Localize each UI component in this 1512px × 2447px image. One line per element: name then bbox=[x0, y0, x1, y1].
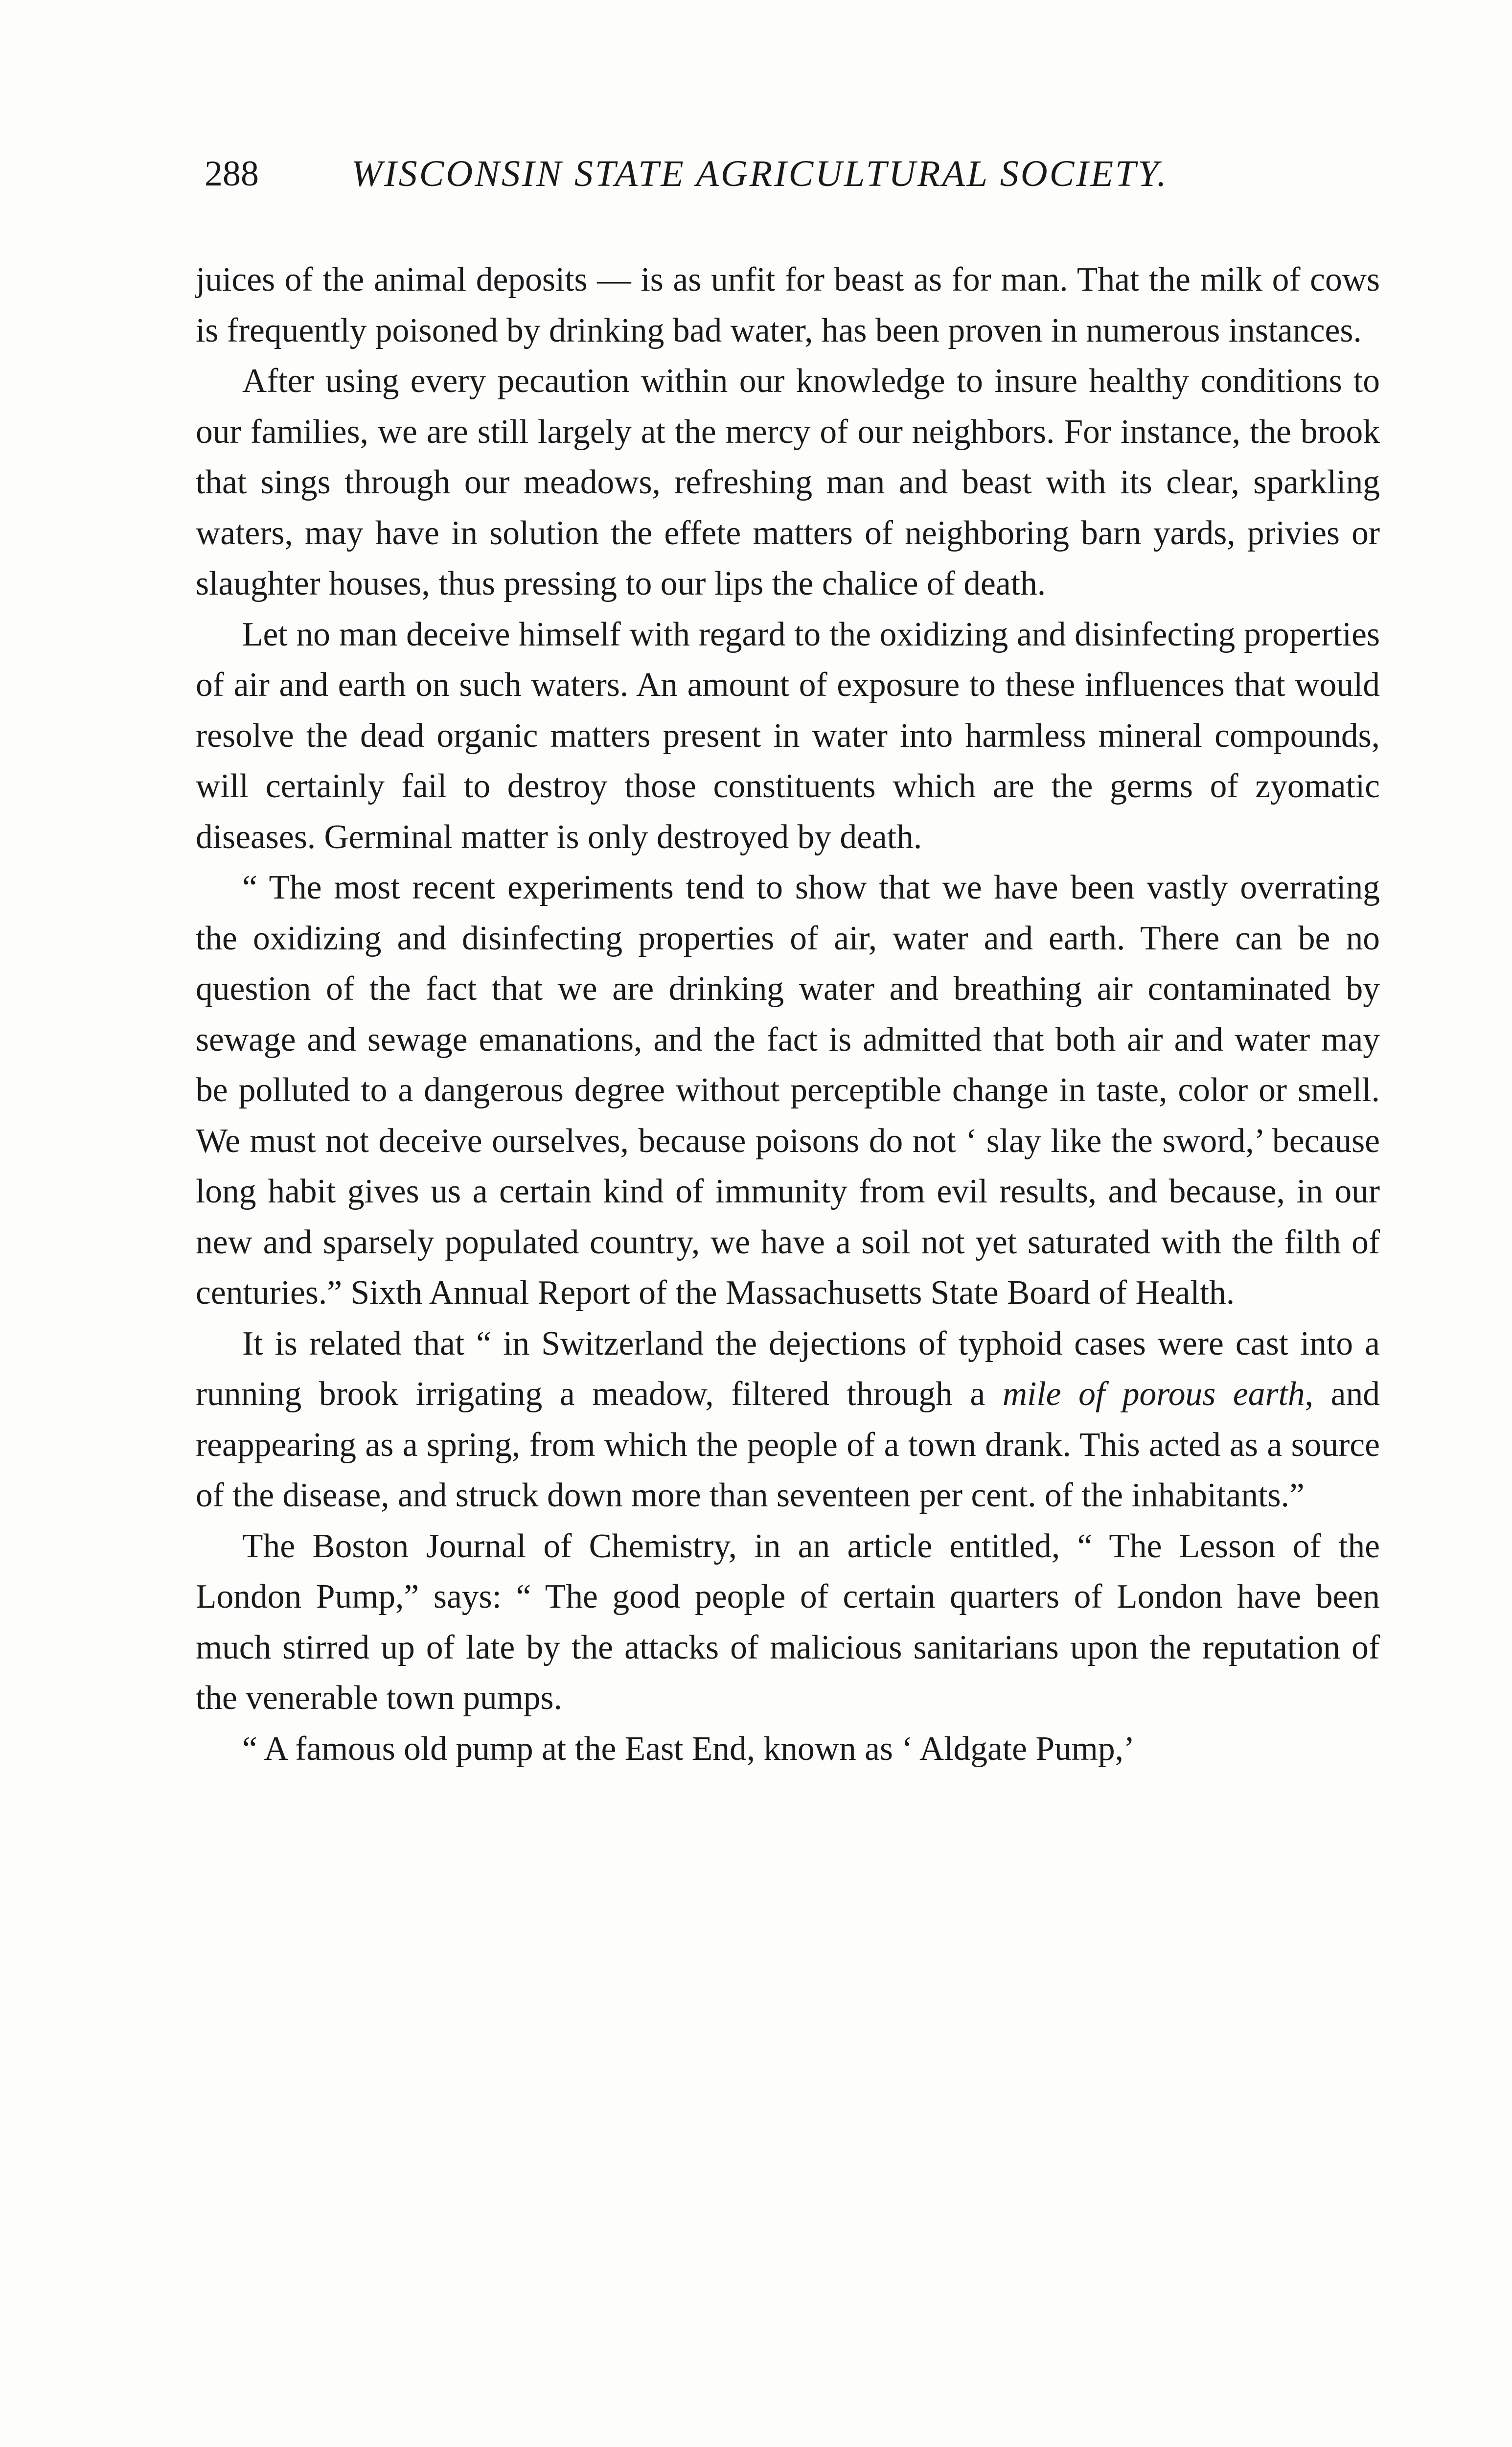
paragraph-5-start: It is related that “ in Switzerland the dejections of typhoid cases were cast into a running brook irrigating a meadow, filtered through a bbox=[196, 1324, 1380, 1413]
running-head: WISCONSIN STATE AGRICULTURAL SOCIETY. bbox=[351, 153, 1168, 194]
page-number: 288 bbox=[205, 154, 259, 194]
paragraph-4: “ The most recent experiments tend to show that we have been vastly overrating the oxidizing and disinfecting properties of air, water and earth. There can be no question of the fact that we are drinking water and breathing air contaminated by sewage and sewage emanations, and the fact is admitted that both air and water may be polluted to a dangerous degree without perceptible change in taste, color or smell. We must not deceive ourselves, because poisons do not ‘ slay like the sword,’ because long habit gives us a certain kind of immunity from evil results, and because, in our new and sparsely populated country, we have a soil not yet saturated with the filth of centuries.” Sixth Annual Report of the Massachusetts State Board of Health. bbox=[196, 869, 1380, 1312]
paragraph-7: “ A famous old pump at the East End, known as ‘ Aldgate Pump,’ bbox=[242, 1730, 1135, 1768]
paragraph-5 bbox=[196, 1318, 1380, 1521]
paragraph-2: After using every pecaution within our knowledge to insure healthy conditions to our families, we are still largely at the mercy of our neighbors. For instance, the brook that sings through our meadows, refreshing man and beast with its clear, sparkling waters, may have in solution the effete matters of neighboring barn yards, privies or slaughter houses, thus pressing to our lips the chalice of death. bbox=[196, 362, 1380, 602]
italic-phrase: mile of porous earth bbox=[1002, 1375, 1305, 1413]
paragraph-1: juices of the animal deposits — is as unfit for beast as for man. That the milk of cows is frequently poisoned by drinking bad water, has been proven in numerous instances. bbox=[196, 261, 1380, 349]
body-text bbox=[196, 254, 1380, 1774]
paragraph-5-end: , and reappearing as a spring, from which the people of a town drank. This acted as a source of the disease, and struck down more than seventeen per cent. of the inhabitants.” bbox=[196, 1375, 1380, 1514]
paragraph-3: Let no man deceive himself with regard to the oxidizing and disinfecting properties of air and earth on such waters. An amount of exposure to these influences that would resolve the dead organic matters present in water into harmless mineral compounds, will certainly fail to destroy those constituents which are the germs of zyomatic diseases. Germinal matter is only destroyed by death. bbox=[196, 615, 1380, 856]
paragraph-6: The Boston Journal of Chemistry, in an article entitled, “ The Lesson of the London Pump,” says: “ The good people of certain quarters of London have been much stirred up of late by the attacks of malicious sanitarians upon the reputation of the venerable town pumps. bbox=[196, 1527, 1380, 1717]
page-header bbox=[205, 147, 1398, 201]
